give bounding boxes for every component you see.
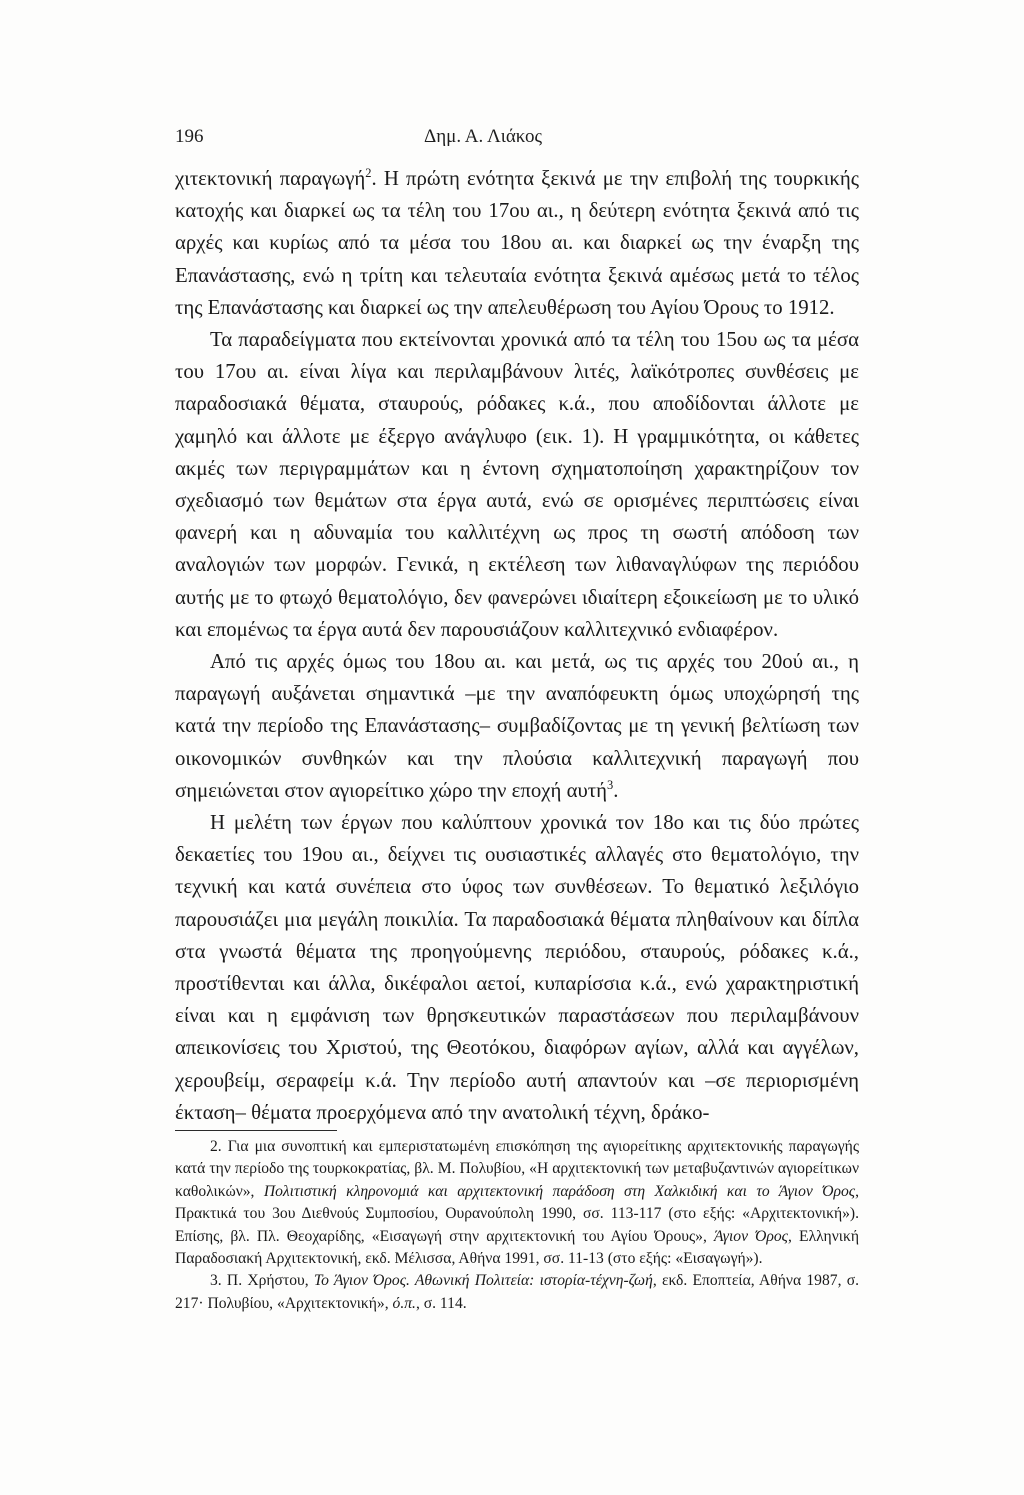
running-head: Δημ. Α. Λιάκος [424, 126, 542, 147]
footnote-3-title-2: ό.π. [392, 1294, 416, 1312]
footnote-3 [175, 1270, 859, 1315]
main-text [175, 163, 859, 1129]
footnotes [175, 1136, 859, 1315]
footnote-3-text-c: , σ. 114. [415, 1294, 467, 1312]
footnote-ref-3: 3 [607, 777, 614, 792]
paragraph-2: Τα παραδείγματα που εκτείνονται χρονικά από τα τέλη του 15ου ως τα μέσα του 17ου αι. είναι λίγα και περιλαμβάνουν λιτές, λαϊκότροπες συνθέσεις με παραδοσιακά θέματα, σταυρούς, ρόδακες κ.ά., που αποδίδονται άλλοτε με χαμηλό και άλλοτε με έξεργο ανάγλυφο (εικ. 1). Η γραμμικότητα, οι κάθετες ακμές των περιγραμμάτων και η έντονη σχηματοποίηση χαρακτηρίζουν τον σχεδιασμό των θεμάτων στα έργα αυτά, ενώ σε ορισμένες περιπτώσεις είναι φανερή και η αδυναμία του καλλιτέχνη ως προς τη σωστή απόδοση των αναλογιών των μορφών. Γενικά, η εκτέλεση των λιθαναγλύφων της περιόδου αυτής με το φτωχό θεματολόγιο, δεν φανερώνει ιδιαίτερη εξοικείωση με το υλικό και επομένως τα έργα αυτά δεν παρουσιάζουν καλλιτεχνικό ενδιαφέρον. [175, 328, 859, 641]
footnote-2-text-b: , Πρακτικά του 3ου Διεθνούς Συμποσίου, Ουρανούπολη 1990, σσ. 113-117 (στο εξής: «Αρχιτεκτονική»). Επίσης, βλ. Πλ. Θεοχαρίδης, «Εισαγωγή στην αρχιτεκτονική του Αγίου Όρους», [175, 1182, 859, 1245]
page-number: 196 [175, 126, 204, 147]
footnote-2 [175, 1136, 859, 1270]
paragraph-1 [175, 163, 859, 324]
footnote-2-text-a: 2. Για μια συνοπτική και εμπεριστατωμένη επισκόπηση της αγιορείτικης αρχιτεκτονικής παραγωγής κατά την περίοδο της τουρκοκρατίας, βλ. Μ. Πολυβίου, «Η αρχιτεκτονική των μεταβυζαντινών αγιορείτικων καθολικών», [175, 1138, 859, 1200]
footnote-2-title-2: Άγιον Όρος [713, 1227, 789, 1245]
paragraph-3 [175, 646, 859, 807]
footnote-2-title-1: Πολιτιστική κληρονομιά και αρχιτεκτονική παράδοση στη Χαλκιδική και το Άγιον Όρος [263, 1182, 856, 1200]
footnote-3-text-a: 3. Π. Χρήστου, [210, 1272, 314, 1290]
footnote-3-title-1: Το Άγιον Όρος. Αθωνική Πολιτεία: ιστορία-τέχνη-ζωή [313, 1272, 653, 1290]
paragraph-1-text-a: χιτεκτονική παραγωγή [175, 167, 366, 190]
paragraph-1-text-b: . Η πρώτη ενότητα ξεκινά με την επιβολή της τουρκικής κατοχής και διαρκεί ως τα τέλη του 17ου αι., η δεύτερη ενότητα ξεκινά από τις αρχές και κυρίως από τα μέσα του 18ου αι. και διαρκεί ως την έναρξη της Επανάστασης, ενώ η τρίτη και τελευταία ενότητα ξεκινά αμέσως μετά το τέλος της Επανάστασης και διαρκεί ως την απελευθέρωση του Αγίου Όρους το 1912. [175, 167, 859, 319]
footnote-3-text-b: , εκδ. Εποπτεία, Αθήνα 1987, σ. 217· Πολυβίου, «Αρχιτεκτονική», [175, 1272, 860, 1312]
paragraph-4: Η μελέτη των έργων που καλύπτουν χρονικά τον 18ο και τις δύο πρώτες δεκαετίες του 19ου αι., δείχνει τις ουσιαστικές αλλαγές στο θεματολόγιο, την τεχνική και κατά συνέπεια στο ύφος των συνθέσεων. Το θεματικό λεξιλόγιο παρουσιάζει μια μεγάλη ποικιλία. Τα παραδοσιακά θέματα πληθαίνουν και δίπλα στα γνωστά θέματα της προηγούμενης περιόδου, σταυρούς, ρόδακες κ.ά., προστίθενται και άλλα, δικέφαλοι αετοί, κυπαρίσσια κ.ά., ενώ χαρακτηριστική είναι και η εμφάνιση των θρησκευτικών παραστάσεων που περιλαμβάνουν απεικονίσεις του Χριστού, της Θεοτόκου, διαφόρων αγίων, αλλά και αγγέλων, χερουβείμ, σεραφείμ κ.ά. Την περίοδο αυτή απαντούν και –σε περιορισμένη έκταση– θέματα προερχόμενα από την ανατολική τέχνη, δράκο- [175, 811, 859, 1124]
footnote-2-text-c: , Ελληνική Παραδοσιακή Αρχιτεκτονική, εκδ. Μέλισσα, Αθήνα 1991, σσ. 11-13 (στο εξής: «Εισαγωγή»). [175, 1227, 859, 1268]
page-header [0, 126, 1024, 156]
paragraph-3-text-a: Από τις αρχές όμως του 18ου αι. και μετά, ως τις αρχές του 20ού αι., η παραγωγή αυξάνεται σημαντικά –με την αναπόφευκτη όμως υποχώρησή της κατά την περίοδο της Επανάστασης– συμβαδίζοντας με τη γενική βελτίωση των οικονομικών συνθηκών και την πλούσια καλλιτεχνική παραγωγή που σημειώνεται στον αγιορείτικο χώρο την εποχή αυτή [175, 650, 859, 802]
footnote-ref-2: 2 [365, 166, 372, 181]
footnote-separator [175, 1130, 337, 1131]
paragraph-3-text-b: . [613, 778, 619, 802]
